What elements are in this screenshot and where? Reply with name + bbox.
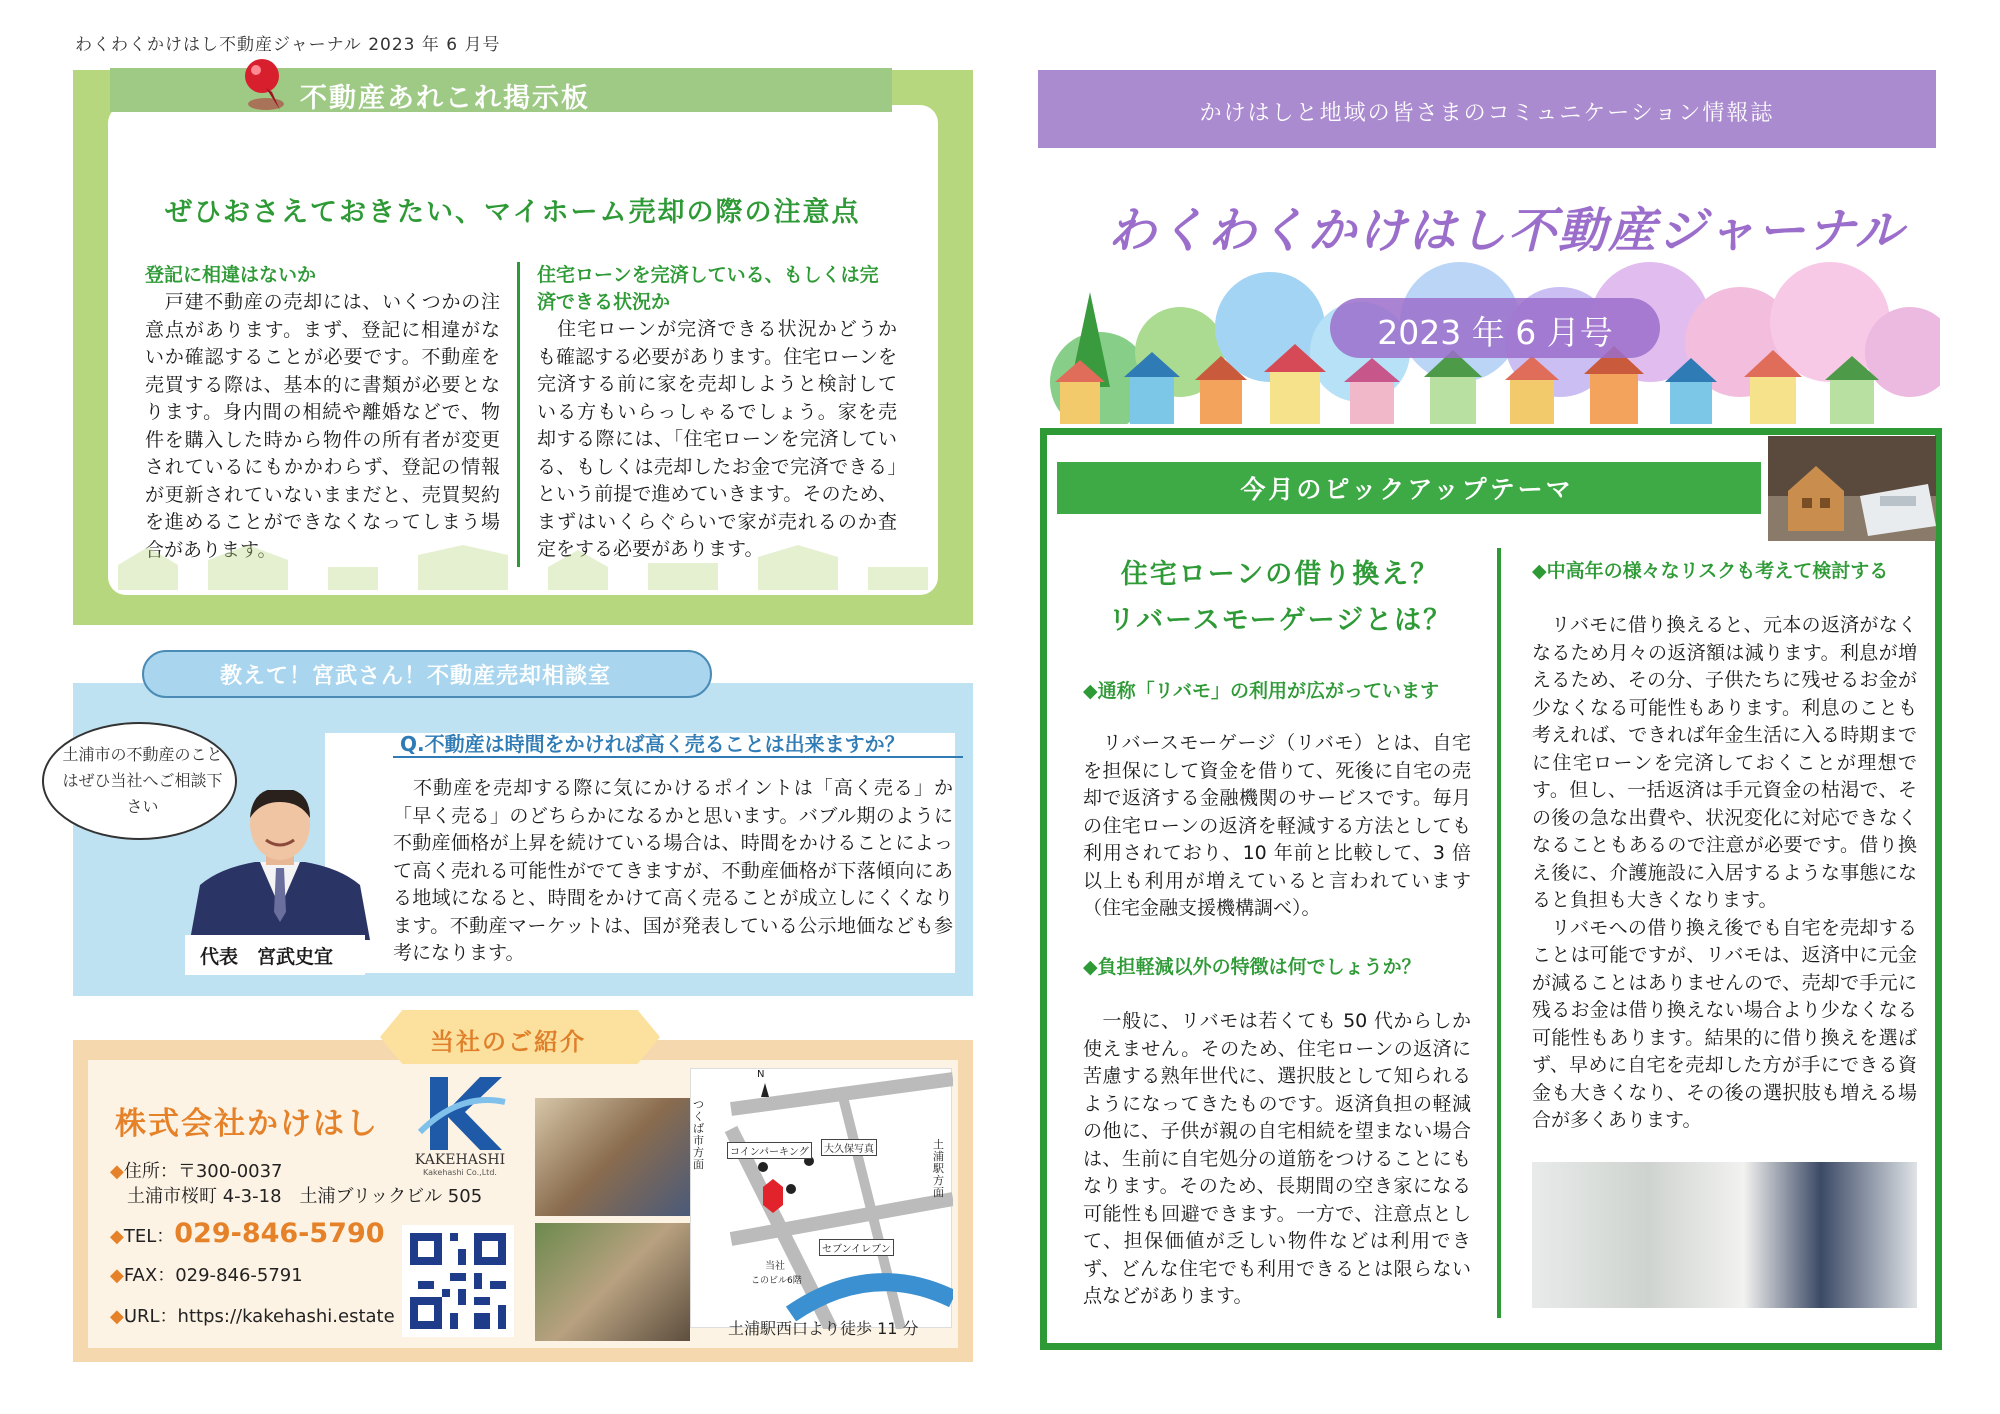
map-caption: 土浦駅西口より徒歩 11 分 — [728, 1319, 919, 1338]
map-label-office: 当社 — [765, 1261, 785, 1272]
company-tel[interactable] — [110, 1218, 385, 1249]
qr-code-icon[interactable] — [402, 1225, 514, 1337]
pickup-title-line2: リバースモーゲージとは？ — [1107, 605, 1453, 636]
pickup-subheading-3: ◆中高年の様々なリスクも考えて検討する — [1532, 560, 1889, 582]
bulletin-left-body: 戸建不動産の売却には、いくつかの注意点があります。まず、登記に相違がないか確認することが必要です。不動産を売買する際は、基本的に書類が必要となります。身内間の相続や離婚などで、物件を購入した時から物件の所有者が変更されているにもかかわらず、登記の情報が更新されていないままだと、売買契約を進めることができなくなってしまう場合があります。 — [145, 291, 500, 561]
map-label-floor: このビル6階 — [751, 1276, 802, 1286]
bulletin-right-column — [537, 262, 897, 564]
wooden-house-calculator-photo — [1768, 436, 1936, 541]
company-fax — [110, 1264, 303, 1288]
page-header: わくわくかけはし不動産ジャーナル 2023 年 6 月号 — [75, 35, 501, 55]
pickup-body-2: 一般に、リバモは若くても 50 代からしか使えません。そのため、住宅ローンの返済に苦慮する熟年世代に、選択肢として知られるようになってきたものです。返済負担の軽減の他に、子供が親の自宅相続を望まない場合は、生前に自宅処分の道筋をつけることにもなります。そのため、長期間の空き家になる可能性も回避できます。一方で、注意点として、担保価値が乏しい物件などは利用できず、どんな住宅でも利用できるとは限らない点などがあります。 — [1083, 1010, 1471, 1307]
map-north-label: N — [757, 1069, 765, 1080]
representative-portrait — [180, 790, 380, 940]
bullet-icon: ◆ — [110, 1265, 124, 1286]
company-label: 当社のご紹介 — [430, 1028, 586, 1056]
logo-subtitle: Kakehashi Co.,Ltd. — [423, 1168, 497, 1177]
company-address — [110, 1160, 283, 1184]
pickup-body-3: リバモに借り換えると、元本の返済がなくなるため月々の返済額は減ります。利息が増えるため、その分、子供たちに残せるお金が少なくなる可能性もあります。利息のことも考えれば、できれば年金生活に入る時期までに住宅ローンを完済しておくことが理想です。但し、一括返済は手元資金の枯渇で、その後の急な出費や、状況変化に対応できなくなることもあるので注意が必要です。借り換え後に、介護施設に入居するような事態になると負担も大きくなります。 リバモへの借り換え後でも自宅を売却することは可能ですが、リバモは、返済中に元金が減ることはありませんので、売却で手元に残るお金は借り換えない場合より少なくなる可能性もあります。結果的に借り換えを選ばず、早めに自宅を売却した方が手にできる資金も大きくなり、その後の選択肢も増える場合が多くあります。 — [1532, 614, 1917, 1131]
bulletin-label: 不動産あれこれ掲示板 — [300, 83, 590, 114]
pickup-label: 今月のピックアップテーマ — [1240, 475, 1574, 504]
house-silhouette-decoration — [118, 545, 928, 590]
address-line-2: 土浦市桜町 4-3-18 土浦ブリックビル 505 — [127, 1186, 483, 1207]
url-text[interactable]: URL：https://kakehashi.estate — [123, 1306, 395, 1327]
logo-wordmark: KAKEHASHI — [414, 1152, 506, 1168]
question-underline — [393, 756, 963, 758]
push-pin-icon — [232, 52, 302, 122]
kakehashi-logo-icon — [410, 1072, 510, 1152]
pickup-subheading-2: ◆負担軽減以外の特徴は何でしょうか？ — [1083, 956, 1421, 978]
bullet-icon: ◆ — [110, 1306, 124, 1327]
bulletin-left-column — [145, 262, 500, 564]
office-photo-2 — [535, 1223, 690, 1341]
bulletin-headline: ぜひおさえておきたい、マイホーム売却の際の注意点 — [165, 197, 861, 228]
bulletin-right-heading: 住宅ローンを完済している、もしくは完済できる状況か — [537, 264, 879, 313]
access-map — [690, 1068, 952, 1328]
banner-text: かけはしと地域の皆さまのコミュニケーション情報誌 — [1199, 101, 1775, 126]
bulletin-right-body: 住宅ローンが完済できる状況かどうかも確認する必要があります。住宅ローンを完済する前に家を売却しようと検討している方もいらっしゃるでしょう。家を売却する際には、「住宅ローンを完済している、もしくは売却したお金で完済できる」という前提で進めていきます。そのため、まずはいくらぐらいで家が売れるのか査定をする必要があります。 — [537, 318, 897, 560]
bullet-icon: ◆ — [110, 1161, 124, 1182]
issue-label: 2023 年 6 月号 — [1377, 313, 1613, 352]
map-label-coin-parking: コインパーキング — [727, 1142, 812, 1159]
map-label-tsuchiura: 土浦駅方面 — [933, 1138, 944, 1199]
tel-label: TEL： — [123, 1226, 175, 1247]
column-divider — [1497, 548, 1501, 1318]
map-label-photo-studio: 大久保写真 — [821, 1139, 877, 1156]
journal-title: わくわくかけはし不動産ジャーナル — [1108, 203, 1905, 259]
company-name: 株式会社かけはし — [115, 1106, 379, 1142]
consultation-meeting-photo — [1532, 1162, 1917, 1308]
pickup-body-1: リバースモーゲージ（リバモ）とは、自宅を担保にして資金を借りて、死後に自宅の売却で返済する金融機関のサービスです。毎月の住宅ローンの返済を軽減する方法としても利用されており、10 年前と比較して、3 倍以上も利用が増えていると言われています（住宅金融支援機構調べ）。 — [1083, 732, 1471, 919]
fax-text: FAX：029-846-5791 — [123, 1265, 303, 1286]
bulletin-left-heading: 登記に相違はないか — [145, 264, 317, 286]
column-divider — [517, 262, 520, 567]
map-label-tsukuba: つくば市方面 — [693, 1098, 704, 1171]
tel-number[interactable]: 029-846-5790 — [174, 1218, 385, 1249]
speech-bubble-text: 土浦市の不動産のことはぜひ当社へご相談下さい — [62, 745, 223, 816]
consult-answer: 不動産を売却する際に気にかけるポイントは「高く売る」か「早く売る」のどちらかになるかと思います。バブル期のように不動産価格が上昇を続けている場合は、時間をかけることによって高く売れる可能性がでてきますが、不動産価格が下落傾向にある地域になると、時間をかけて高く売ることが成立しにくくなります。不動産マーケットは、国が発表している公示地価なども参考になります。 — [393, 777, 953, 964]
map-drawing — [691, 1069, 953, 1329]
address-line-1: 住所：〒300-0037 — [123, 1161, 283, 1182]
pickup-subheading-1: ◆通称「リバモ」の利用が広がっています — [1083, 680, 1440, 702]
consult-question: Q.不動産は時間をかければ高く売ることは出来ますか？ — [400, 732, 905, 756]
office-photo-1 — [535, 1098, 690, 1216]
consultation-label: 教えて！宮武さん！不動産売却相談室 — [220, 664, 612, 689]
map-label-seven-eleven: セブンイレブン — [819, 1239, 894, 1256]
pickup-title-line1: 住宅ローンの借り換え？ — [1120, 559, 1440, 590]
company-url[interactable] — [110, 1305, 395, 1329]
portrait-caption: 代表 宮武史宜 — [200, 946, 334, 968]
bullet-icon: ◆ — [110, 1226, 124, 1247]
